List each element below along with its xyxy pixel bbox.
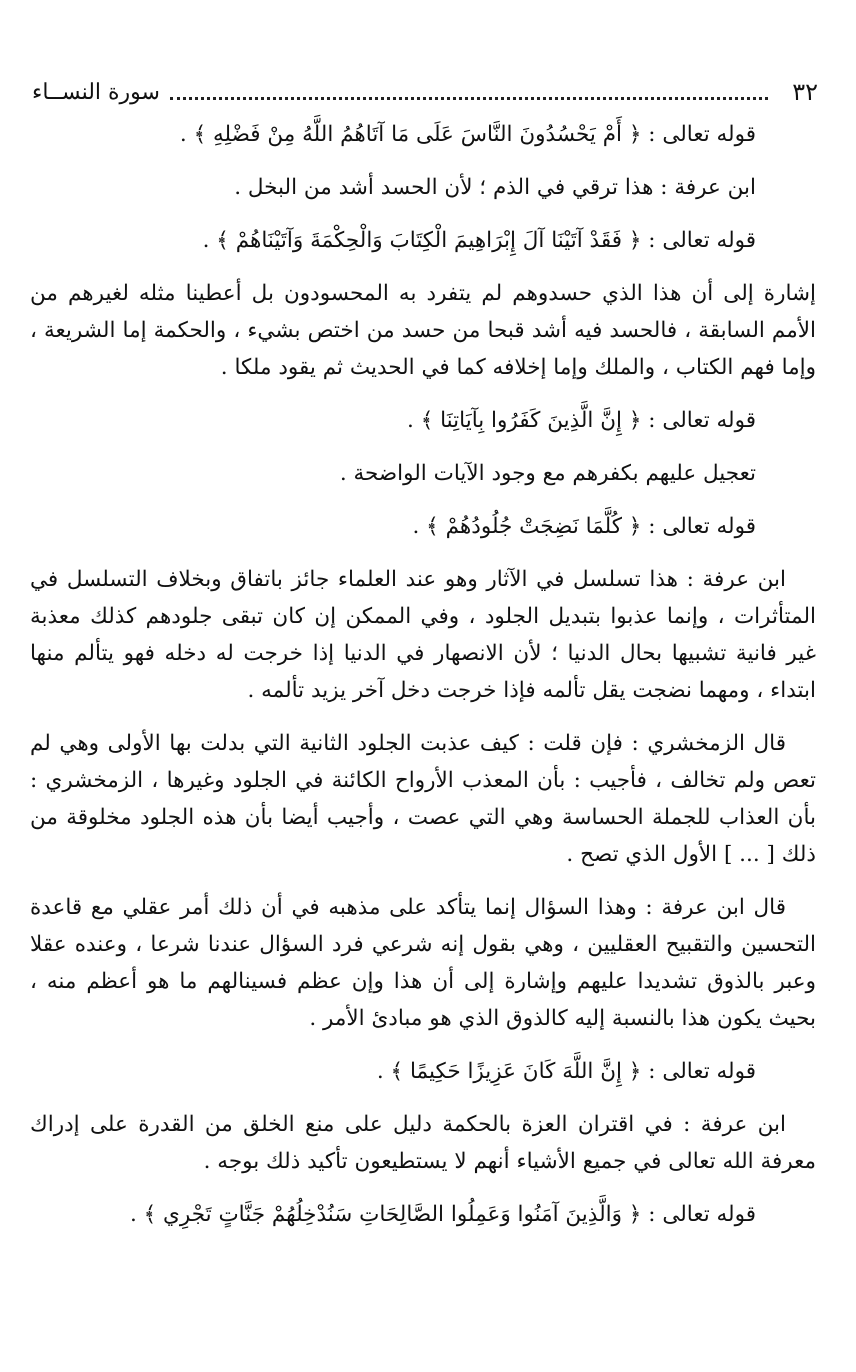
verse-line: قوله تعالى : ﴿ إِنَّ الَّذِينَ كَفَرُوا بِآيَاتِنَا ﴾ . bbox=[407, 408, 756, 433]
commentary-paragraph: إشارة إلى أن هذا الذي حسدوهم لم يتفرد به المحسودون بل أعطينا مثله لغيرهم من الأمم السابقة ، فالحسد فيه أشد قبحا من حسد من اختص بشيء ، والحكمة إما الشريعة ، وإما فهم الكتاب ، والملك وإما إخلافه كما في الحديث ثم يقود ملكا . bbox=[30, 281, 816, 380]
commentary-paragraph: قال الزمخشري : فإن قلت : كيف عذبت الجلود الثانية التي بدلت بها الأولى وهي لم تعص ولم تخالف ، فأجيب : بأن المعذب الأرواح الكائنة في الجلود وغيرها ، الزمخشري : بأن العذاب للجملة الحساسة وهي التي عصت ، وأجيب أيضا بأن هذه الجلود مخلوقة من ذلك [ ... ] الأول الذي تصح . bbox=[30, 731, 816, 867]
verse-line: قوله تعالى : ﴿ أَمْ يَحْسُدُونَ النَّاسَ عَلَى مَا آتَاهُمُ اللَّهُ مِنْ فَضْلِهِ ﴾ . bbox=[179, 122, 756, 147]
page-header bbox=[32, 72, 818, 112]
commentary-paragraph: ابن عرفة : في اقتران العزة بالحكمة دليل على منع الخلق من القدرة على إدراك معرفة الله تعالى في جميع الأشياء أنهم لا يستطيعون تأكيد ذلك بوجه . bbox=[30, 1112, 816, 1174]
verse-line: قوله تعالى : ﴿ وَالَّذِينَ آمَنُوا وَعَمِلُوا الصَّالِحَاتِ سَنُدْخِلُهُمْ جَنَّاتٍ تَجْرِي ﴾ . bbox=[129, 1202, 756, 1227]
commentary-paragraph: قال ابن عرفة : وهذا السؤال إنما يتأكد على مذهبه في أن ذلك أمر عقلي مع قاعدة التحسين والتقبيح العقليين ، وهي بقول إنه شرعي فرد السؤال عندنا شرعا ، وعنده عقلا وعبر بالذوق تشديدا عليهم وإشارة إلى أن هذا وإن عظم فسينالهم ما هو أعظم منه ، بحيث يكون هذا بالنسبة إليه كالذوق الذي هو مبادئ الأمر . bbox=[30, 895, 816, 1031]
chapter-title: سورة النســاء bbox=[32, 79, 160, 105]
verse-line: قوله تعالى : ﴿ فَقَدْ آتَيْنَا آلَ إِبْرَاهِيمَ الْكِتَابَ وَالْحِكْمَةَ وَآتَيْنَاهُمْ ﴾ . bbox=[202, 228, 756, 253]
verse-line: قوله تعالى : ﴿ كُلَّمَا نَضِجَتْ جُلُودُهُمْ ﴾ . bbox=[412, 514, 756, 539]
commentary-paragraph: ابن عرفة : هذا تسلسل في الآثار وهو عند العلماء جائز باتفاق وبخلاف التسلسل في المتأثرات ، وإنما عذبوا بتبديل الجلود ، وفي الممكن إن كان تبقى جلودهم كذلك معذبة غير فانية تشبيها بحال الدنيا ؛ لأن الانصهار في الدنيا إذا خرجت له دخله فهو يتألم منها ابتداء ، ومهما نضجت يقل تألمه فإذا خرجت دخل آخر يزيد تألمه . bbox=[30, 567, 816, 703]
commentary-line: تعجيل عليهم بكفرهم مع وجود الآيات الواضحة . bbox=[339, 461, 756, 486]
verse-line: قوله تعالى : ﴿ إِنَّ اللَّهَ كَانَ عَزِيزًا حَكِيمًا ﴾ . bbox=[376, 1059, 756, 1084]
page-body bbox=[30, 116, 816, 1249]
header-dotted-leader bbox=[170, 97, 768, 100]
page-number: ٣٢ bbox=[792, 78, 818, 106]
commentary-line: ابن عرفة : هذا ترقي في الذم ؛ لأن الحسد أشد من البخل . bbox=[234, 175, 756, 200]
